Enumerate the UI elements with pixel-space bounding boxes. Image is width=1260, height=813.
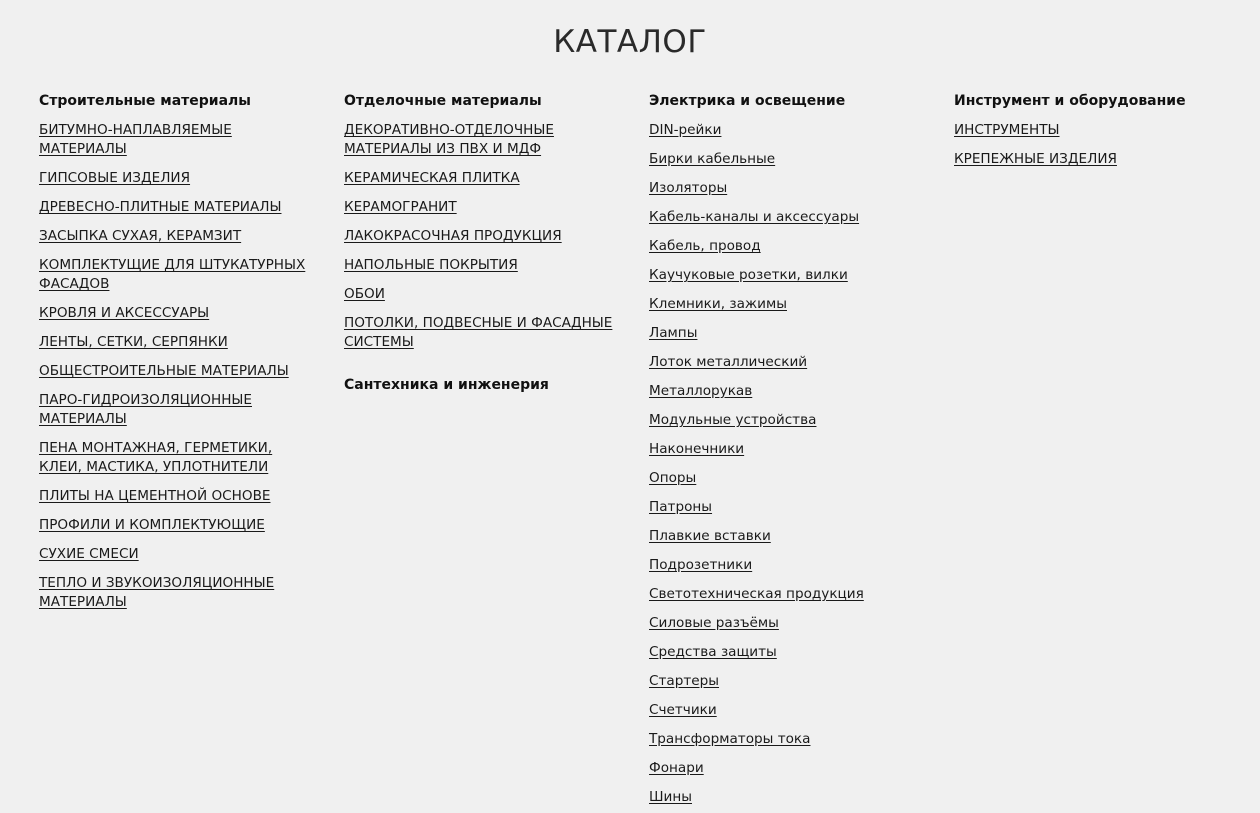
category-link[interactable]: Металлорукав [649, 383, 753, 399]
category-list [649, 121, 929, 807]
category-link[interactable]: КОМПЛЕКТУЩИЕ ДЛЯ ШТУКАТУРНЫХ ФАСАДОВ [39, 257, 306, 292]
category-list-item [649, 730, 929, 749]
category-list-item [39, 439, 314, 477]
category-link[interactable]: Лоток металлический [649, 354, 808, 370]
category-link[interactable]: Средства защиты [649, 644, 777, 660]
category-link[interactable]: ДЕКОРАТИВНО-ОТДЕЛОЧНЫЕ МАТЕРИАЛЫ ИЗ ПВХ И МДФ [344, 122, 554, 157]
category-list-item [344, 314, 624, 352]
category-list-item [649, 498, 929, 517]
category-list-item [649, 295, 929, 314]
category-link[interactable]: Изоляторы [649, 180, 728, 196]
category-list-item [649, 353, 929, 372]
category-link[interactable]: Модульные устройства [649, 412, 817, 428]
category-link[interactable]: Наконечники [649, 441, 745, 457]
section-title[interactable]: Сантехника и инженерия [344, 377, 549, 393]
catalog-column-2 [344, 92, 624, 405]
category-list-item [39, 391, 314, 429]
category-list [344, 121, 624, 352]
category-link[interactable]: КРОВЛЯ И АКСЕССУАРЫ [39, 305, 210, 321]
category-list-item [649, 527, 929, 546]
category-link[interactable]: Клемники, зажимы [649, 296, 787, 312]
category-link[interactable]: Счетчики [649, 702, 717, 718]
category-list-item [344, 121, 624, 159]
category-link[interactable]: ТЕПЛО И ЗВУКОИЗОЛЯЦИОННЫЕ МАТЕРИАЛЫ [39, 575, 275, 610]
category-link[interactable]: ИНСТРУМЕНТЫ [954, 122, 1060, 138]
category-link[interactable]: ПРОФИЛИ И КОМПЛЕКТУЮЩИЕ [39, 517, 265, 533]
category-list-item [344, 256, 624, 275]
category-list-item [39, 169, 314, 188]
category-link[interactable]: Подрозетники [649, 557, 753, 573]
category-link[interactable]: Светотехническая продукция [649, 586, 864, 602]
category-link[interactable]: Шины [649, 789, 692, 805]
catalog-column-4 [954, 92, 1234, 179]
section-title[interactable]: Электрика и освещение [649, 93, 846, 109]
category-list-item [39, 362, 314, 381]
section-title[interactable]: Отделочные материалы [344, 93, 542, 109]
category-list-item [39, 198, 314, 217]
category-link[interactable]: КЕРАМОГРАНИТ [344, 199, 457, 215]
category-link[interactable]: ПЕНА МОНТАЖНАЯ, ГЕРМЕТИКИ, КЛЕИ, МАСТИКА, УПЛОТНИТЕЛИ [39, 440, 273, 475]
category-link[interactable]: ЛАКОКРАСОЧНАЯ ПРОДУКЦИЯ [344, 228, 562, 244]
category-link[interactable]: Стартеры [649, 673, 720, 689]
category-list-item [39, 333, 314, 352]
category-list-item [649, 121, 929, 140]
category-link[interactable]: БИТУМНО-НАПЛАВЛЯЕМЫЕ МАТЕРИАЛЫ [39, 122, 232, 157]
category-link[interactable]: ПАРО-ГИДРОИЗОЛЯЦИОННЫЕ МАТЕРИАЛЫ [39, 392, 252, 427]
category-list-item [39, 574, 314, 612]
catalog-column-1 [39, 92, 314, 622]
category-list-item [954, 121, 1234, 140]
category-link[interactable]: Плавкие вставки [649, 528, 771, 544]
category-link[interactable]: Трансформаторы тока [649, 731, 811, 747]
category-list-item [649, 179, 929, 198]
category-link[interactable]: ГИПСОВЫЕ ИЗДЕЛИЯ [39, 170, 191, 186]
category-list-item [649, 266, 929, 285]
category-list [39, 121, 314, 612]
section-title[interactable]: Инструмент и оборудование [954, 93, 1186, 109]
category-list-item [649, 150, 929, 169]
category-link[interactable]: ПОТОЛКИ, ПОДВЕСНЫЕ И ФАСАДНЫЕ СИСТЕМЫ [344, 315, 613, 350]
section-title[interactable]: Строительные материалы [39, 93, 251, 109]
category-list-item [39, 487, 314, 506]
category-list-item [649, 788, 929, 807]
category-link[interactable]: НАПОЛЬНЫЕ ПОКРЫТИЯ [344, 257, 518, 273]
category-link[interactable]: ОБЩЕСТРОИТЕЛЬНЫЕ МАТЕРИАЛЫ [39, 363, 289, 379]
category-list-item [649, 614, 929, 633]
category-list-item [39, 304, 314, 323]
category-list-item [649, 585, 929, 604]
category-link[interactable]: Бирки кабельные [649, 151, 776, 167]
category-list-item [39, 121, 314, 159]
category-link[interactable]: Каучуковые розетки, вилки [649, 267, 848, 283]
category-list-item [344, 227, 624, 246]
category-link[interactable]: Опоры [649, 470, 697, 486]
category-list-item [649, 237, 929, 256]
category-list-item [954, 150, 1234, 169]
category-link[interactable]: Лампы [649, 325, 698, 341]
category-link[interactable]: Кабель, провод [649, 238, 761, 254]
category-list-item [649, 672, 929, 691]
category-link[interactable]: ЗАСЫПКА СУХАЯ, КЕРАМЗИТ [39, 228, 242, 244]
category-link[interactable]: ДРЕВЕСНО-ПЛИТНЫЕ МАТЕРИАЛЫ [39, 199, 282, 215]
category-link[interactable]: ЛЕНТЫ, СЕТКИ, СЕРПЯНКИ [39, 334, 228, 350]
category-list-item [649, 382, 929, 401]
category-list-item [649, 469, 929, 488]
category-list-item [39, 516, 314, 535]
category-link[interactable]: DIN-рейки [649, 122, 722, 138]
category-list-item [649, 556, 929, 575]
category-link[interactable]: Кабель-каналы и аксессуары [649, 209, 860, 225]
category-list-item [649, 643, 929, 662]
category-list-item [344, 169, 624, 188]
category-list-item [649, 208, 929, 227]
category-link[interactable]: КРЕПЕЖНЫЕ ИЗДЕЛИЯ [954, 151, 1117, 167]
category-list-item [39, 256, 314, 294]
category-list-item [649, 440, 929, 459]
category-link[interactable]: СУХИЕ СМЕСИ [39, 546, 139, 562]
category-link[interactable]: Фонари [649, 760, 704, 776]
category-link[interactable]: ПЛИТЫ НА ЦЕМЕНТНОЙ ОСНОВЕ [39, 488, 271, 504]
category-list-item [344, 198, 624, 217]
category-link[interactable]: КЕРАМИЧЕСКАЯ ПЛИТКА [344, 170, 520, 186]
category-list [954, 121, 1234, 169]
category-list-item [39, 545, 314, 564]
category-list-item [344, 285, 624, 304]
category-list-item [649, 324, 929, 343]
category-list-item [649, 411, 929, 430]
category-list-item [649, 701, 929, 720]
category-link[interactable]: Патроны [649, 499, 713, 515]
category-link[interactable]: ОБОИ [344, 286, 385, 302]
category-link[interactable]: Силовые разъёмы [649, 615, 779, 631]
category-list-item [39, 227, 314, 246]
page-title: КАТАЛОГ [553, 24, 707, 60]
category-list-item [649, 759, 929, 778]
catalog-column-3 [649, 92, 929, 813]
